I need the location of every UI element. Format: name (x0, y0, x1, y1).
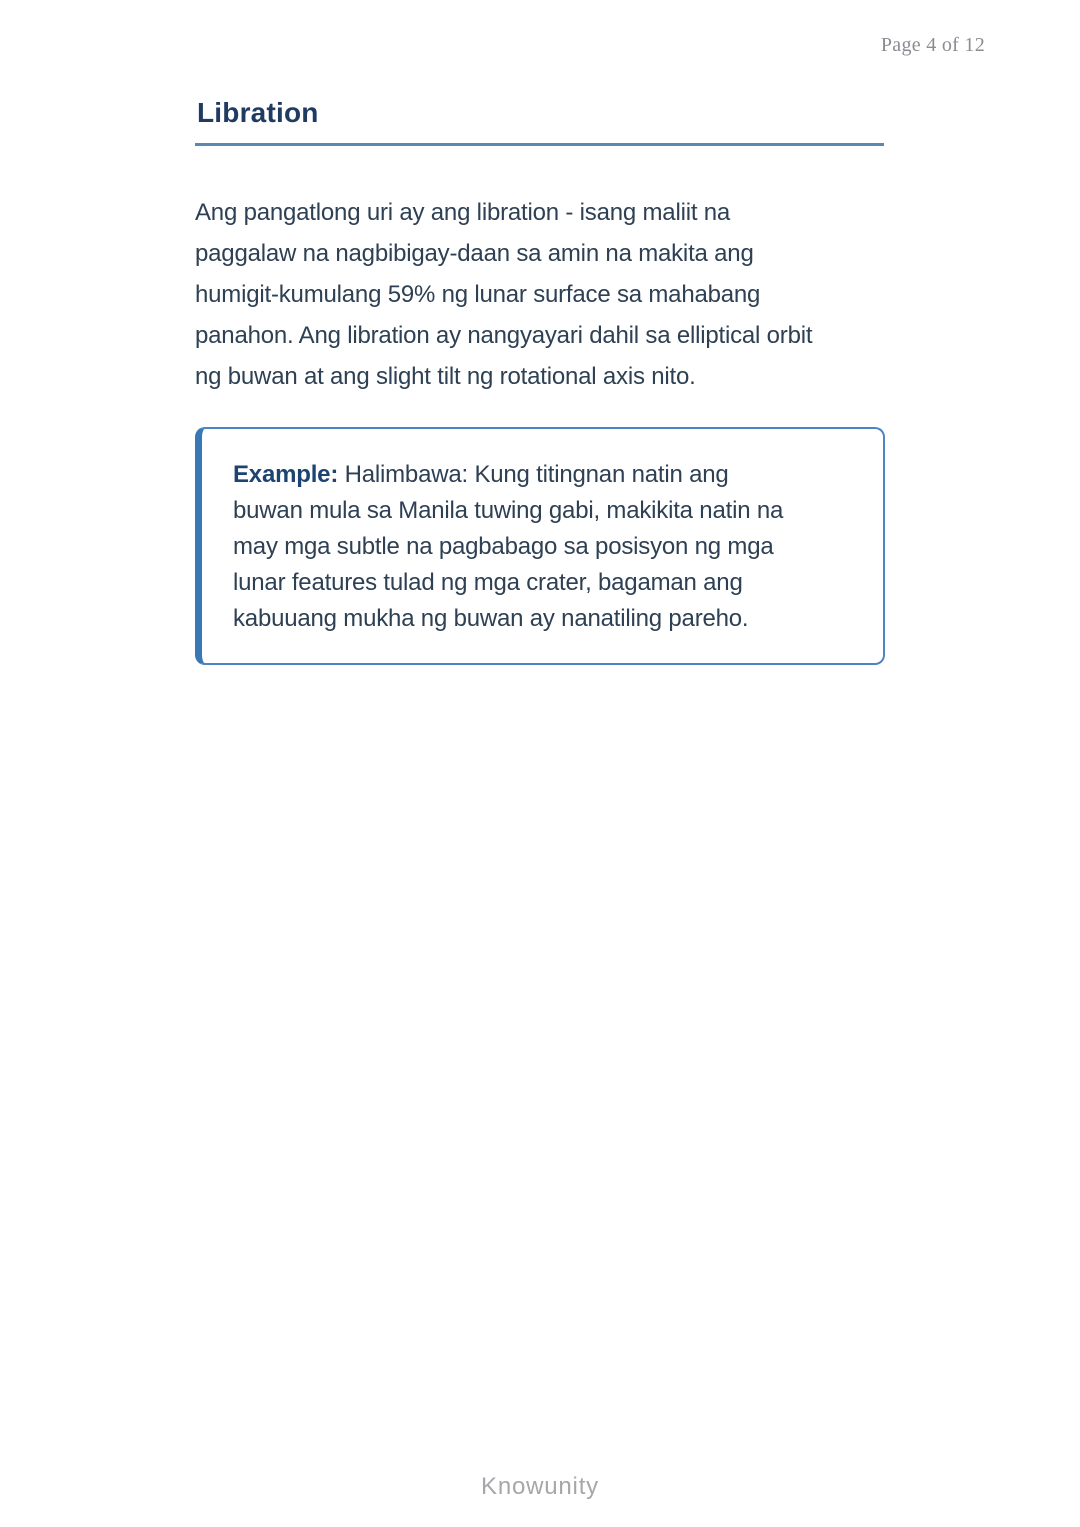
paragraph-line: panahon. Ang libration ay nangyayari dahil sa elliptical orbit (195, 322, 813, 349)
document-content (195, 0, 885, 665)
footer-brand: Knowunity (481, 1473, 599, 1500)
example-text-line (233, 457, 855, 493)
example-callout-box (195, 427, 885, 665)
paragraph-line: ng buwan at ang slight tilt ng rotational axis nito. (195, 363, 696, 390)
page-indicator: Page 4 of 12 (880, 34, 985, 56)
example-text-line: lunar features tulad ng mga crater, bagaman ang (233, 569, 743, 596)
example-label: Example: (233, 461, 339, 488)
paragraph-line: Ang pangatlong uri ay ang libration - isang maliit na (195, 199, 731, 226)
example-text-line: kabuuang mukha ng buwan ay nanatiling pareho. (233, 605, 749, 632)
section-title: Libration (197, 97, 319, 128)
example-text: Halimbawa: Kung titingnan natin ang (338, 461, 729, 488)
section-title-rule (195, 143, 884, 146)
body-paragraph (195, 192, 885, 397)
paragraph-line: humigit-kumulang 59% ng lunar surface sa mahabang (195, 281, 761, 308)
example-text-line: buwan mula sa Manila tuwing gabi, makikita natin na (233, 497, 784, 524)
paragraph-line: paggalaw na nagbibigay-daan sa amin na makita ang (195, 240, 754, 267)
example-text-line: may mga subtle na pagbabago sa posisyon ng mga (233, 533, 774, 560)
